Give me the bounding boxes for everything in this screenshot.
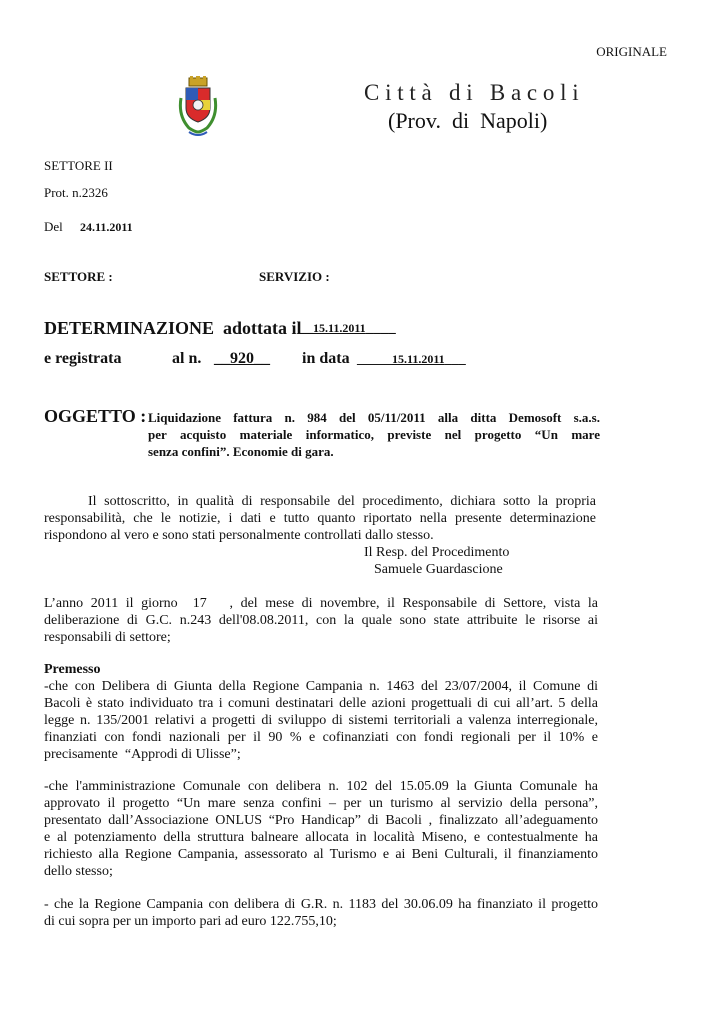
settore-label: SETTORE : bbox=[44, 269, 113, 284]
city-title: C i t t à d i B a c o l i bbox=[364, 80, 579, 105]
registration-number: __920__ bbox=[214, 350, 270, 367]
coat-of-arms-icon bbox=[175, 76, 221, 140]
al-n-label: al n. bbox=[172, 350, 202, 367]
in-data-date: _____15.11.2011___ bbox=[357, 352, 466, 367]
del-label: Del bbox=[44, 219, 63, 234]
oggetto-label: OGGETTO : bbox=[44, 406, 147, 426]
determinazione-label: DETERMINAZIONE adottata il bbox=[44, 318, 302, 338]
premesso-paragraph-3: - che la Regione Campania con delibera di G.R. n. 1183 del 30.06.09 ha finanziato il progetto di cui sopra per un importo pari ad euro 122.755,10; bbox=[44, 897, 598, 929]
del-date: 24.11.2011 bbox=[80, 220, 133, 234]
in-data-label: in data bbox=[302, 350, 350, 367]
premesso-paragraph-1: -che con Delibera di Giunta della Regione Campania n. 1463 del 23/07/2004, il Comune di Bacoli è stato individuato tra i comuni destinatari delle azioni progettuali di cui all’art. 5 della legge n. 135/2001 relativi a progetti di sviluppo di sistemi territoriali a valenza interregionale, finanziati con fondi nazionali per il 90 % e cofinanziati con fondi regionali per il 10% e precisamente “Approdi di Ulisse”; bbox=[44, 679, 598, 762]
declaration-text: Il sottoscritto, in qualità di responsabile del procedimento, dichiara sotto la propria responsabilità, che le notizie, i dati e tutto quanto riportato nella presente determinazione rispondono al vero e sono stati personalmente controllati dallo stesso. bbox=[44, 494, 596, 543]
servizio-label: SERVIZIO : bbox=[259, 269, 330, 284]
signature-name: Samuele Guardascione bbox=[374, 562, 503, 577]
signature-title: Il Resp. del Procedimento bbox=[364, 545, 510, 560]
province-title: (Prov. di Napoli) bbox=[388, 108, 548, 133]
determinazione-date: __15.11.2011____ bbox=[298, 320, 396, 336]
premesso-heading: Premesso bbox=[44, 662, 101, 677]
oggetto-text: Liquidazione fattura n. 984 del 05/11/2011 alla ditta Demosoft s.a.s. per acquisto materiale informatico, previste nel progetto “Un mare senza confini”. Economie di gara. bbox=[148, 410, 600, 459]
originale-label: ORIGINALE bbox=[596, 44, 667, 59]
protocol-number: Prot. n.2326 bbox=[44, 185, 108, 200]
anno-paragraph: L’anno 2011 il giorno 17 , del mese di novembre, il Responsabile di Settore, vista la deliberazione di G.C. n.243 dell'08.08.2011, con la quale sono state attribuite le risorse ai responsabili di settore; bbox=[44, 596, 598, 645]
registrata-label: e registrata bbox=[44, 350, 122, 367]
premesso-paragraph-2: -che l'amministrazione Comunale con delibera n. 102 del 15.05.09 la Giunta Comunale ha approvato il progetto “Un mare senza confini – per un turismo al servizio della persona”, presentato dall’Associazione ONLUS “Pro Handicap” di Bacoli , finalizzato all’adeguamento e al potenziamento della struttura balneare allocata in località Miseno, e contestualmente ha richiesto alla Regione Campania, assessorato al Turismo e ai Beni Culturali, il finanziamento dello stesso; bbox=[44, 779, 598, 879]
settore-line: SETTORE II bbox=[44, 158, 113, 173]
